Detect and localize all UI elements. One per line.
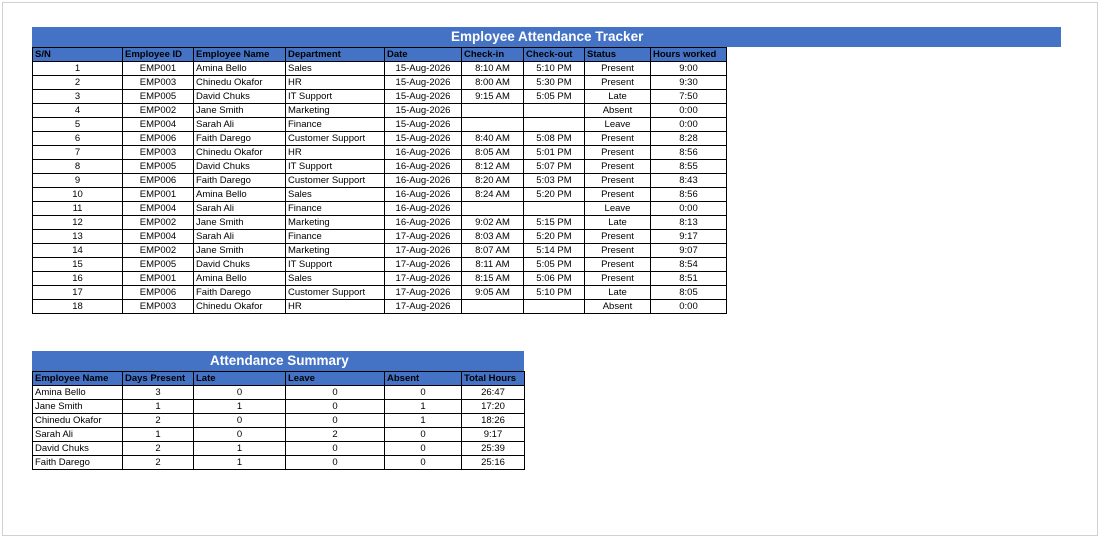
cell-employee-id[interactable]: EMP006 [123, 132, 194, 146]
cell-employee-id[interactable]: EMP004 [123, 118, 194, 132]
summary-cell-days-present[interactable]: 2 [123, 442, 194, 456]
cell-status[interactable]: Present [585, 174, 651, 188]
summary-cell-employee-name[interactable]: Faith Darego [33, 456, 123, 470]
cell-check-out[interactable]: 5:05 PM [524, 90, 585, 104]
cell-employee-name[interactable]: Amina Bello [194, 272, 286, 286]
cell-employee-id[interactable]: EMP005 [123, 90, 194, 104]
cell-department[interactable]: Sales [286, 62, 385, 76]
table-row [33, 118, 727, 132]
cell-check-out[interactable]: 5:20 PM [524, 188, 585, 202]
cell-hours-worked[interactable]: 8:13 [651, 216, 727, 230]
summary-cell-employee-name[interactable]: Chinedu Okafor [33, 414, 123, 428]
summary-cell-days-present[interactable]: 1 [123, 428, 194, 442]
summary-cell-employee-name[interactable]: David Chuks [33, 442, 123, 456]
cell-hours-worked[interactable]: 8:43 [651, 174, 727, 188]
summary-header-late[interactable]: Late [194, 372, 286, 386]
cell-employee-name[interactable]: Chinedu Okafor [194, 76, 286, 90]
summary-cell-total-hours[interactable]: 9:17 [462, 428, 525, 442]
cell-date[interactable]: 17-Aug-2026 [385, 272, 462, 286]
cell-department[interactable]: HR [286, 300, 385, 314]
cell-check-out[interactable]: 5:05 PM [524, 258, 585, 272]
table-row [33, 428, 525, 442]
cell-sn[interactable]: 2 [33, 76, 123, 90]
cell-employee-id[interactable]: EMP003 [123, 300, 194, 314]
summary-cell-days-present[interactable]: 2 [123, 414, 194, 428]
cell-department[interactable]: Customer Support [286, 174, 385, 188]
cell-date[interactable]: 15-Aug-2026 [385, 118, 462, 132]
cell-check-out[interactable] [524, 118, 585, 132]
cell-status[interactable]: Present [585, 146, 651, 160]
cell-check-out[interactable]: 5:10 PM [524, 62, 585, 76]
summary-cell-leave[interactable]: 0 [286, 386, 385, 400]
cell-sn[interactable]: 15 [33, 258, 123, 272]
cell-status[interactable]: Late [585, 286, 651, 300]
cell-check-in[interactable] [462, 118, 524, 132]
cell-check-in[interactable]: 8:12 AM [462, 160, 524, 174]
cell-hours-worked[interactable]: 0:00 [651, 202, 727, 216]
cell-hours-worked[interactable]: 8:56 [651, 146, 727, 160]
table-row [33, 442, 525, 456]
cell-date[interactable]: 15-Aug-2026 [385, 90, 462, 104]
cell-date[interactable]: 17-Aug-2026 [385, 300, 462, 314]
table-row [33, 300, 727, 314]
cell-employee-name[interactable]: Jane Smith [194, 244, 286, 258]
summary-cell-days-present[interactable]: 2 [123, 456, 194, 470]
cell-status[interactable]: Present [585, 258, 651, 272]
cell-check-out[interactable]: 5:15 PM [524, 216, 585, 230]
cell-employee-name[interactable]: Jane Smith [194, 216, 286, 230]
cell-status[interactable]: Absent [585, 104, 651, 118]
cell-employee-id[interactable]: EMP001 [123, 62, 194, 76]
summary-cell-leave[interactable]: 0 [286, 400, 385, 414]
cell-employee-name[interactable]: Sarah Ali [194, 118, 286, 132]
summary-title: Attendance Summary [32, 351, 524, 371]
cell-sn[interactable]: 11 [33, 202, 123, 216]
cell-employee-name[interactable]: Amina Bello [194, 188, 286, 202]
summary-cell-leave[interactable]: 0 [286, 442, 385, 456]
cell-check-in[interactable]: 8:40 AM [462, 132, 524, 146]
cell-department[interactable]: HR [286, 146, 385, 160]
cell-department[interactable]: Customer Support [286, 132, 385, 146]
cell-sn[interactable]: 14 [33, 244, 123, 258]
cell-date[interactable]: 16-Aug-2026 [385, 188, 462, 202]
summary-cell-days-present[interactable]: 1 [123, 400, 194, 414]
cell-check-out[interactable]: 5:01 PM [524, 146, 585, 160]
summary-cell-employee-name[interactable]: Amina Bello [33, 386, 123, 400]
cell-status[interactable]: Present [585, 272, 651, 286]
header-date[interactable]: Date [385, 48, 462, 62]
cell-employee-id[interactable]: EMP003 [123, 146, 194, 160]
cell-hours-worked[interactable]: 0:00 [651, 118, 727, 132]
cell-hours-worked[interactable]: 9:00 [651, 62, 727, 76]
cell-employee-name[interactable]: Faith Darego [194, 286, 286, 300]
summary-cell-absent[interactable]: 0 [385, 386, 462, 400]
summary-header-absent[interactable]: Absent [385, 372, 462, 386]
cell-employee-name[interactable]: David Chuks [194, 90, 286, 104]
cell-employee-id[interactable]: EMP001 [123, 188, 194, 202]
worksheet-canvas [2, 2, 1098, 536]
summary-cell-total-hours[interactable]: 25:39 [462, 442, 525, 456]
cell-date[interactable]: 15-Aug-2026 [385, 132, 462, 146]
cell-check-in[interactable] [462, 104, 524, 118]
cell-department[interactable]: Finance [286, 230, 385, 244]
cell-employee-name[interactable]: Sarah Ali [194, 202, 286, 216]
summary-header-row [33, 372, 525, 386]
table-row [33, 258, 727, 272]
cell-hours-worked[interactable]: 8:54 [651, 258, 727, 272]
cell-employee-name[interactable]: Amina Bello [194, 62, 286, 76]
cell-employee-name[interactable]: Faith Darego [194, 174, 286, 188]
cell-date[interactable]: 15-Aug-2026 [385, 62, 462, 76]
cell-sn[interactable]: 5 [33, 118, 123, 132]
summary-cell-employee-name[interactable]: Jane Smith [33, 400, 123, 414]
cell-check-in[interactable]: 8:11 AM [462, 258, 524, 272]
cell-date[interactable]: 16-Aug-2026 [385, 202, 462, 216]
cell-hours-worked[interactable]: 0:00 [651, 300, 727, 314]
cell-department[interactable]: IT Support [286, 160, 385, 174]
table-row [33, 188, 727, 202]
cell-check-in[interactable] [462, 300, 524, 314]
attendance-summary-table [32, 371, 525, 470]
cell-status[interactable]: Present [585, 188, 651, 202]
summary-cell-days-present[interactable]: 3 [123, 386, 194, 400]
cell-sn[interactable]: 10 [33, 188, 123, 202]
cell-employee-id[interactable]: EMP006 [123, 286, 194, 300]
table-row [33, 160, 727, 174]
table-row [33, 132, 727, 146]
cell-department[interactable]: Customer Support [286, 286, 385, 300]
cell-status[interactable]: Present [585, 230, 651, 244]
summary-cell-late[interactable]: 1 [194, 456, 286, 470]
cell-employee-id[interactable]: EMP001 [123, 272, 194, 286]
summary-cell-employee-name[interactable]: Sarah Ali [33, 428, 123, 442]
header-employee-name[interactable]: Employee Name [194, 48, 286, 62]
cell-check-in[interactable]: 8:03 AM [462, 230, 524, 244]
cell-date[interactable]: 16-Aug-2026 [385, 174, 462, 188]
cell-date[interactable]: 16-Aug-2026 [385, 146, 462, 160]
summary-cell-total-hours[interactable]: 25:16 [462, 456, 525, 470]
tracker-title: Employee Attendance Tracker [32, 27, 1061, 47]
cell-check-out[interactable] [524, 104, 585, 118]
cell-employee-id[interactable]: EMP005 [123, 258, 194, 272]
header-department[interactable]: Department [286, 48, 385, 62]
table-row [33, 386, 525, 400]
cell-hours-worked[interactable]: 0:00 [651, 104, 727, 118]
summary-cell-absent[interactable]: 0 [385, 442, 462, 456]
cell-check-in[interactable]: 8:05 AM [462, 146, 524, 160]
summary-cell-late[interactable]: 1 [194, 400, 286, 414]
table-row [33, 414, 525, 428]
table-row [33, 146, 727, 160]
header-sn[interactable]: S/N [33, 48, 123, 62]
summary-header-total-hours[interactable]: Total Hours [462, 372, 525, 386]
cell-date[interactable]: 15-Aug-2026 [385, 76, 462, 90]
summary-cell-late[interactable]: 0 [194, 428, 286, 442]
tracker-header-row [33, 48, 727, 62]
cell-status[interactable]: Late [585, 90, 651, 104]
cell-check-out[interactable]: 5:10 PM [524, 286, 585, 300]
cell-check-in[interactable]: 9:15 AM [462, 90, 524, 104]
cell-hours-worked[interactable]: 8:05 [651, 286, 727, 300]
cell-status[interactable]: Present [585, 160, 651, 174]
summary-cell-absent[interactable]: 0 [385, 456, 462, 470]
cell-department[interactable]: HR [286, 76, 385, 90]
cell-department[interactable]: Marketing [286, 216, 385, 230]
attendance-tracker-table [32, 47, 727, 314]
summary-cell-leave[interactable]: 0 [286, 456, 385, 470]
cell-status[interactable]: Present [585, 76, 651, 90]
header-hours-worked[interactable]: Hours worked [651, 48, 727, 62]
cell-employee-name[interactable]: David Chuks [194, 258, 286, 272]
table-row [33, 90, 727, 104]
table-row [33, 272, 727, 286]
cell-employee-id[interactable]: EMP002 [123, 104, 194, 118]
cell-check-in[interactable]: 8:07 AM [462, 244, 524, 258]
cell-department[interactable]: Marketing [286, 244, 385, 258]
table-row [33, 202, 727, 216]
table-row [33, 230, 727, 244]
cell-employee-id[interactable]: EMP004 [123, 202, 194, 216]
summary-cell-late[interactable]: 0 [194, 386, 286, 400]
cell-date[interactable]: 16-Aug-2026 [385, 216, 462, 230]
cell-employee-name[interactable]: Faith Darego [194, 132, 286, 146]
cell-employee-name[interactable]: Chinedu Okafor [194, 146, 286, 160]
summary-cell-total-hours[interactable]: 18:26 [462, 414, 525, 428]
cell-sn[interactable]: 17 [33, 286, 123, 300]
cell-employee-id[interactable]: EMP002 [123, 244, 194, 258]
cell-hours-worked[interactable]: 9:17 [651, 230, 727, 244]
cell-sn[interactable]: 8 [33, 160, 123, 174]
table-row [33, 456, 525, 470]
cell-check-out[interactable]: 5:07 PM [524, 160, 585, 174]
table-row [33, 244, 727, 258]
cell-employee-name[interactable]: David Chuks [194, 160, 286, 174]
cell-hours-worked[interactable]: 8:55 [651, 160, 727, 174]
cell-status[interactable]: Leave [585, 118, 651, 132]
cell-check-in[interactable]: 8:00 AM [462, 76, 524, 90]
cell-sn[interactable]: 9 [33, 174, 123, 188]
cell-sn[interactable]: 4 [33, 104, 123, 118]
cell-date[interactable]: 15-Aug-2026 [385, 104, 462, 118]
cell-check-in[interactable]: 9:05 AM [462, 286, 524, 300]
cell-date[interactable]: 17-Aug-2026 [385, 230, 462, 244]
cell-employee-id[interactable]: EMP002 [123, 216, 194, 230]
cell-hours-worked[interactable]: 8:51 [651, 272, 727, 286]
cell-status[interactable]: Present [585, 244, 651, 258]
cell-check-in[interactable]: 8:15 AM [462, 272, 524, 286]
cell-status[interactable]: Present [585, 62, 651, 76]
cell-status[interactable]: Absent [585, 300, 651, 314]
cell-check-out[interactable]: 5:20 PM [524, 230, 585, 244]
cell-check-out[interactable]: 5:14 PM [524, 244, 585, 258]
cell-check-out[interactable]: 5:06 PM [524, 272, 585, 286]
cell-employee-id[interactable]: EMP004 [123, 230, 194, 244]
summary-cell-absent[interactable]: 1 [385, 400, 462, 414]
cell-department[interactable]: Finance [286, 118, 385, 132]
cell-sn[interactable]: 16 [33, 272, 123, 286]
cell-check-in[interactable]: 8:20 AM [462, 174, 524, 188]
cell-employee-id[interactable]: EMP006 [123, 174, 194, 188]
cell-hours-worked[interactable]: 7:50 [651, 90, 727, 104]
cell-check-out[interactable]: 5:03 PM [524, 174, 585, 188]
cell-date[interactable]: 16-Aug-2026 [385, 160, 462, 174]
cell-hours-worked[interactable]: 9:07 [651, 244, 727, 258]
cell-sn[interactable]: 3 [33, 90, 123, 104]
table-row [33, 174, 727, 188]
cell-status[interactable]: Leave [585, 202, 651, 216]
cell-check-in[interactable] [462, 202, 524, 216]
cell-check-out[interactable] [524, 300, 585, 314]
summary-header-leave[interactable]: Leave [286, 372, 385, 386]
cell-status[interactable]: Late [585, 216, 651, 230]
cell-employee-id[interactable]: EMP005 [123, 160, 194, 174]
cell-department[interactable]: Marketing [286, 104, 385, 118]
cell-sn[interactable]: 13 [33, 230, 123, 244]
summary-cell-total-hours[interactable]: 17:20 [462, 400, 525, 414]
cell-sn[interactable]: 6 [33, 132, 123, 146]
cell-check-in[interactable]: 8:10 AM [462, 62, 524, 76]
summary-cell-absent[interactable]: 1 [385, 414, 462, 428]
header-status[interactable]: Status [585, 48, 651, 62]
cell-check-in[interactable]: 9:02 AM [462, 216, 524, 230]
cell-check-in[interactable]: 8:24 AM [462, 188, 524, 202]
cell-department[interactable]: Sales [286, 272, 385, 286]
header-check-out[interactable]: Check-out [524, 48, 585, 62]
cell-hours-worked[interactable]: 8:28 [651, 132, 727, 146]
table-row [33, 400, 525, 414]
cell-sn[interactable]: 1 [33, 62, 123, 76]
cell-hours-worked[interactable]: 9:30 [651, 76, 727, 90]
table-row [33, 104, 727, 118]
summary-cell-late[interactable]: 0 [194, 414, 286, 428]
summary-header-days-present[interactable]: Days Present [123, 372, 194, 386]
summary-cell-late[interactable]: 1 [194, 442, 286, 456]
header-check-in[interactable]: Check-in [462, 48, 524, 62]
cell-hours-worked[interactable]: 8:56 [651, 188, 727, 202]
summary-header-employee-name[interactable]: Employee Name [33, 372, 123, 386]
cell-employee-name[interactable]: Jane Smith [194, 104, 286, 118]
cell-date[interactable]: 17-Aug-2026 [385, 258, 462, 272]
cell-sn[interactable]: 12 [33, 216, 123, 230]
cell-employee-name[interactable]: Sarah Ali [194, 230, 286, 244]
cell-date[interactable]: 17-Aug-2026 [385, 286, 462, 300]
cell-department[interactable]: Finance [286, 202, 385, 216]
table-row [33, 286, 727, 300]
summary-cell-absent[interactable]: 0 [385, 428, 462, 442]
cell-department[interactable]: Sales [286, 188, 385, 202]
table-row [33, 216, 727, 230]
cell-check-out[interactable]: 5:08 PM [524, 132, 585, 146]
cell-sn[interactable]: 7 [33, 146, 123, 160]
summary-cell-leave[interactable]: 0 [286, 414, 385, 428]
table-row [33, 76, 727, 90]
cell-check-out[interactable]: 5:30 PM [524, 76, 585, 90]
summary-cell-leave[interactable]: 2 [286, 428, 385, 442]
summary-cell-total-hours[interactable]: 26:47 [462, 386, 525, 400]
cell-employee-name[interactable]: Chinedu Okafor [194, 300, 286, 314]
cell-employee-id[interactable]: EMP003 [123, 76, 194, 90]
cell-sn[interactable]: 18 [33, 300, 123, 314]
cell-department[interactable]: IT Support [286, 258, 385, 272]
cell-date[interactable]: 17-Aug-2026 [385, 244, 462, 258]
cell-department[interactable]: IT Support [286, 90, 385, 104]
cell-status[interactable]: Present [585, 132, 651, 146]
table-row [33, 62, 727, 76]
header-employee-id[interactable]: Employee ID [123, 48, 194, 62]
cell-check-out[interactable] [524, 202, 585, 216]
